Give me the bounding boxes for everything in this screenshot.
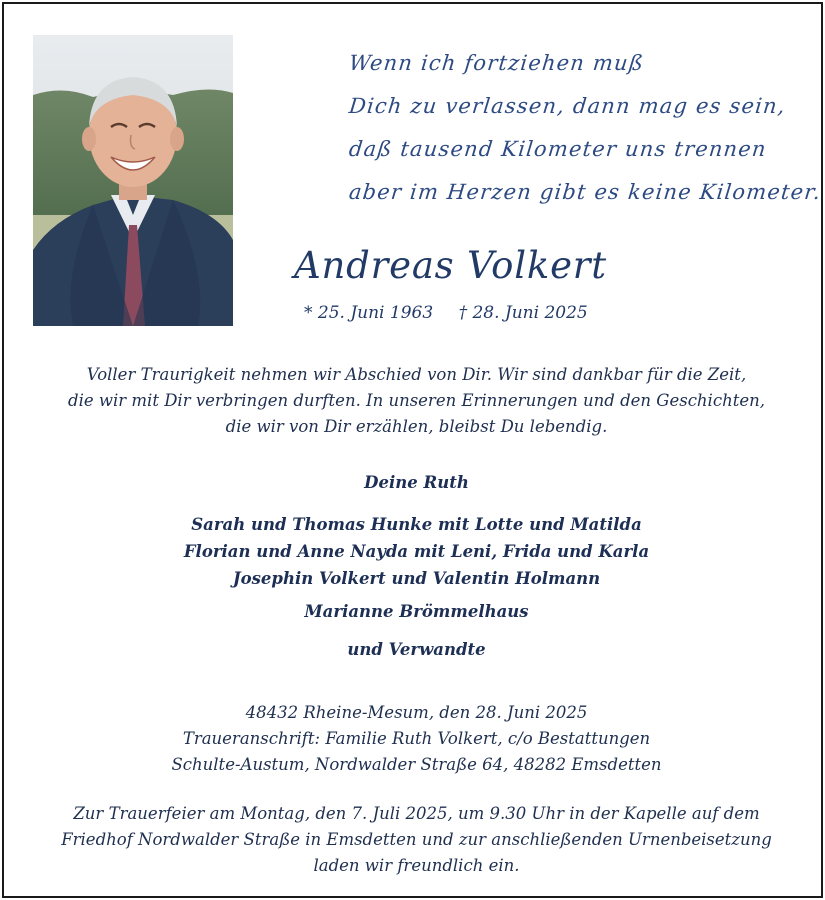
family-wife: Deine Ruth	[364, 473, 469, 492]
obituary-card	[2, 2, 823, 898]
family-children	[4, 511, 825, 592]
portrait-photo	[33, 35, 233, 326]
poem-line: Wenn ich fortziehen muß	[347, 51, 646, 75]
family-relatives: und Verwandte	[347, 640, 486, 659]
life-dates	[304, 303, 588, 323]
family-child-line: Florian und Anne Nayda mit Leni, Frida und Karla	[183, 542, 650, 561]
funeral-info	[4, 801, 825, 879]
intro-line: Voller Traurigkeit nehmen wir Abschied von Dir. Wir sind dankbar für die Zeit,	[86, 365, 747, 384]
deceased-name: Andreas Volkert	[294, 244, 607, 287]
address-line: Traueranschrift: Familie Ruth Volkert, c/o Bestattungen	[182, 729, 651, 748]
family-other: Marianne Brömmelhaus	[304, 602, 529, 621]
portrait-image	[33, 35, 233, 326]
intro-text	[4, 362, 825, 440]
birth-date: * 25. Juni 1963	[304, 303, 434, 323]
family-child-line: Sarah und Thomas Hunke mit Lotte und Matilda	[191, 515, 642, 534]
intro-line: die wir mit Dir verbringen durften. In unseren Erinnerungen und den Geschichten,	[68, 391, 765, 410]
address-line: Schulte-Austum, Nordwalder Straße 64, 48282 Emsdetten	[171, 755, 662, 774]
poem-line: Dich zu verlassen, dann mag es sein,	[347, 94, 787, 118]
family-child-line: Josephin Volkert und Valentin Holmann	[232, 569, 601, 588]
address-line: 48432 Rheine-Mesum, den 28. Juni 2025	[245, 703, 588, 722]
funeral-line: Friedhof Nordwalder Straße in Emsdetten und zur anschließenden Urnenbeisetzung	[61, 830, 772, 849]
poem-line: aber im Herzen gibt es keine Kilometer.	[347, 180, 823, 204]
poem	[347, 42, 823, 214]
poem-line: daß tausend Kilometer uns trennen	[347, 137, 769, 161]
funeral-line: Zur Trauerfeier am Montag, den 7. Juli 2025, um 9.30 Uhr in der Kapelle auf dem	[73, 804, 760, 823]
address-block	[4, 700, 825, 778]
funeral-line: laden wir freundlich ein.	[313, 856, 520, 875]
intro-line: die wir von Dir erzählen, bleibst Du lebendig.	[225, 417, 608, 436]
death-date: † 28. Juni 2025	[458, 303, 588, 323]
